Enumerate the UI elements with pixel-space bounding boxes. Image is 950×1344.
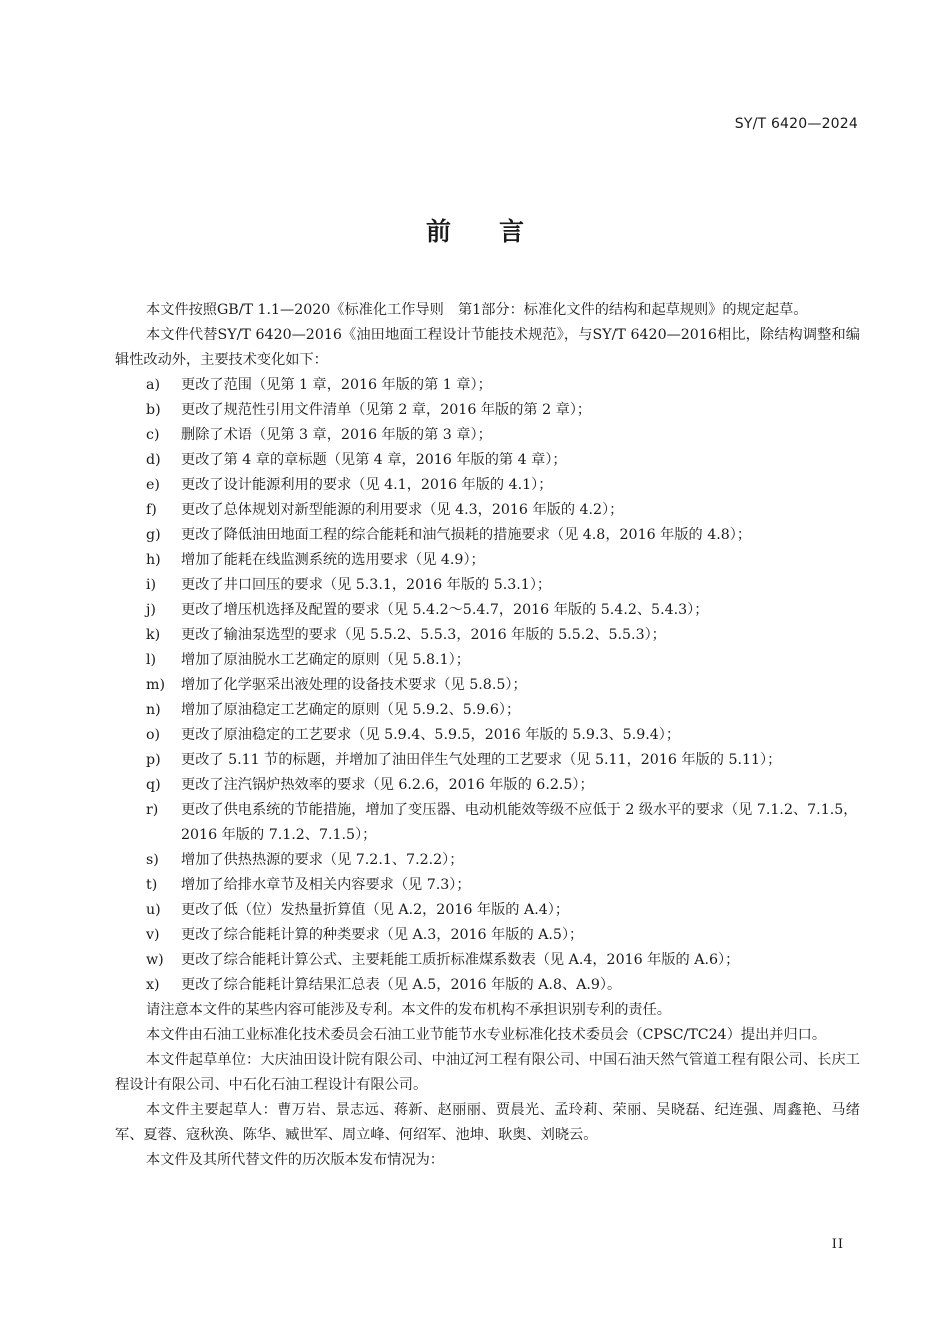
- list-item: [115, 673, 860, 698]
- list-item: [115, 448, 860, 473]
- list-item-marker: r): [146, 802, 159, 818]
- list-item-marker: c): [146, 427, 160, 443]
- list-item-marker: q): [146, 777, 161, 793]
- list-item-text: 更改了范围（见第 1 章，2016 年版的第 1 章）；: [181, 377, 492, 393]
- list-item: [115, 623, 860, 648]
- list-item-text: 增加了供热热源的要求（见 7.2.1、7.2.2）；: [181, 852, 464, 868]
- list-item-text: 更改了注汽锅炉热效率的要求（见 6.2.6，2016 年版的 6.2.5）；: [181, 777, 594, 793]
- list-item-text: 更改了综合能耗计算结果汇总表（见 A.5，2016 年版的 A.8、A.9）。: [181, 977, 622, 993]
- paragraph-proposer: 本文件由石油工业标准化技术委员会石油工业节能节水专业标准化技术委员会（CPSC/TC24）提出并归口。: [146, 1027, 827, 1043]
- paragraph-version-history: 本文件及其所代替文件的历次版本发布情况为：: [146, 1152, 444, 1168]
- list-item-marker: u): [146, 902, 161, 918]
- list-item-text: 更改了井口回压的要求（见 5.3.1，2016 年版的 5.3.1）；: [181, 577, 552, 593]
- page-title: 前言: [425, 217, 572, 246]
- list-item: [115, 598, 860, 623]
- paragraph-drafting-rules: 本文件按照GB/T 1.1—2020《标准化工作导则 第1部分：标准化文件的结构和起草规则》的规定起草。: [146, 302, 808, 318]
- paragraph-drafting-units: 本文件起草单位：大庆油田设计院有限公司、中油辽河工程有限公司、中国石油天然气管道工程有限公司、长庆工程设计有限公司、中石化石油工程设计有限公司。: [115, 1052, 860, 1093]
- foreword-body: [115, 298, 860, 1173]
- list-item-marker: k): [146, 627, 161, 643]
- list-item: [115, 423, 860, 448]
- list-item-text: 更改了供电系统的节能措施，增加了变压器、电动机能效等级不应低于 2 级水平的要求（见 7.1.2、7.1.5，2016 年版的 7.1.2、7.1.5）；: [181, 802, 858, 843]
- list-item-text: 增加了原油稳定工艺确定的原则（见 5.9.2、5.9.6）；: [181, 702, 521, 718]
- list-item-marker: s): [146, 852, 159, 868]
- list-item-marker: l): [146, 652, 157, 668]
- list-item-text: 删除了术语（见第 3 章，2016 年版的第 3 章）；: [181, 427, 492, 443]
- list-item-text: 更改了综合能耗计算公式、主要耗能工质折标准煤系数表（见 A.4，2016 年版的 A.6）；: [181, 952, 740, 968]
- list-item-marker: p): [146, 752, 161, 768]
- list-item-marker: i): [146, 577, 157, 593]
- list-item-marker: n): [146, 702, 161, 718]
- technical-changes-list: [115, 373, 860, 998]
- list-item-text: 更改了综合能耗计算的种类要求（见 A.3，2016 年版的 A.5）；: [181, 927, 584, 943]
- list-item-marker: x): [146, 977, 160, 993]
- list-item: [115, 973, 860, 998]
- list-item: [115, 948, 860, 973]
- list-item-marker: g): [146, 527, 161, 543]
- list-item-marker: d): [146, 452, 161, 468]
- list-item: [115, 848, 860, 873]
- list-item: [115, 923, 860, 948]
- list-item: [115, 498, 860, 523]
- list-item-text: 更改了增压机选择及配置的要求（见 5.4.2～5.4.7，2016 年版的 5.4.2、5.4.3）；: [181, 602, 709, 618]
- list-item: [115, 373, 860, 398]
- list-item-text: 增加了原油脱水工艺确定的原则（见 5.8.1）；: [181, 652, 470, 668]
- list-item-marker: f): [146, 502, 157, 518]
- list-item-text: 更改了规范性引用文件清单（见第 2 章，2016 年版的第 2 章）；: [181, 402, 592, 418]
- list-item-marker: w): [146, 952, 164, 968]
- list-item-marker: a): [146, 377, 160, 393]
- list-item-text: 更改了总体规划对新型能源的利用要求（见 4.3，2016 年版的 4.2）；: [181, 502, 624, 518]
- list-item: [115, 898, 860, 923]
- list-item: [115, 648, 860, 673]
- list-item-marker: t): [146, 877, 158, 893]
- paragraph-drafters: 本文件主要起草人：曹万岩、景志远、蒋新、赵丽丽、贾晨光、孟玲莉、荣丽、吴晓磊、纪连强、周鑫艳、马绪军、夏蓉、寇秋涣、陈华、臧世军、周立峰、何绍军、池坤、耿奥、刘晓云。: [115, 1102, 860, 1143]
- list-item: [115, 548, 860, 573]
- list-item: [115, 398, 860, 423]
- list-item-marker: v): [146, 927, 160, 943]
- header-standard-code: SY/T 6420—2024: [734, 116, 858, 132]
- list-item-marker: h): [146, 552, 161, 568]
- list-item-marker: e): [146, 477, 160, 493]
- list-item-text: 更改了原油稳定的工艺要求（见 5.9.4、5.9.5，2016 年版的 5.9.3、5.9.4）；: [181, 727, 681, 743]
- list-item-marker: m): [146, 677, 165, 693]
- list-item-text: 更改了降低油田地面工程的综合能耗和油气损耗的措施要求（见 4.8，2016 年版的 4.8）；: [181, 527, 752, 543]
- list-item-text: 增加了给排水章节及相关内容要求（见 7.3）；: [181, 877, 471, 893]
- list-item: [115, 573, 860, 598]
- list-item-text: 更改了设计能源利用的要求（见 4.1，2016 年版的 4.1）；: [181, 477, 553, 493]
- list-item-marker: j): [146, 602, 156, 618]
- list-item: [115, 698, 860, 723]
- list-item-text: 更改了低（位）发热量折算值（见 A.2，2016 年版的 A.4）；: [181, 902, 570, 918]
- list-item-marker: o): [146, 727, 161, 743]
- list-item: [115, 723, 860, 748]
- list-item-text: 增加了化学驱采出液处理的设备技术要求（见 5.8.5）；: [181, 677, 527, 693]
- list-item-text: 更改了 5.11 节的标题，并增加了油田伴生气处理的工艺要求（见 5.11，2016 年版的 5.11）；: [181, 752, 782, 768]
- list-item: [115, 523, 860, 548]
- list-item: [115, 873, 860, 898]
- paragraph-patent-notice: 请注意本文件的某些内容可能涉及专利。本文件的发布机构不承担识别专利的责任。: [146, 1002, 671, 1018]
- list-item: [115, 773, 860, 798]
- list-item: [115, 798, 860, 848]
- list-item-text: 增加了能耗在线监测系统的选用要求（见 4.9）；: [181, 552, 485, 568]
- list-item: [115, 748, 860, 773]
- list-item-text: 更改了输油泵选型的要求（见 5.5.2、5.5.3，2016 年版的 5.5.2、5.5.3）；: [181, 627, 666, 643]
- page-number: II: [831, 1237, 844, 1252]
- list-item-text: 更改了第 4 章的章标题（见第 4 章，2016 年版的第 4 章）；: [181, 452, 567, 468]
- list-item-marker: b): [146, 402, 161, 418]
- list-item: [115, 473, 860, 498]
- paragraph-replacement: 本文件代替SY/T 6420—2016《油田地面工程设计节能技术规范》，与SY/T 6420—2016相比，除结构调整和编辑性改动外，主要技术变化如下：: [115, 327, 860, 368]
